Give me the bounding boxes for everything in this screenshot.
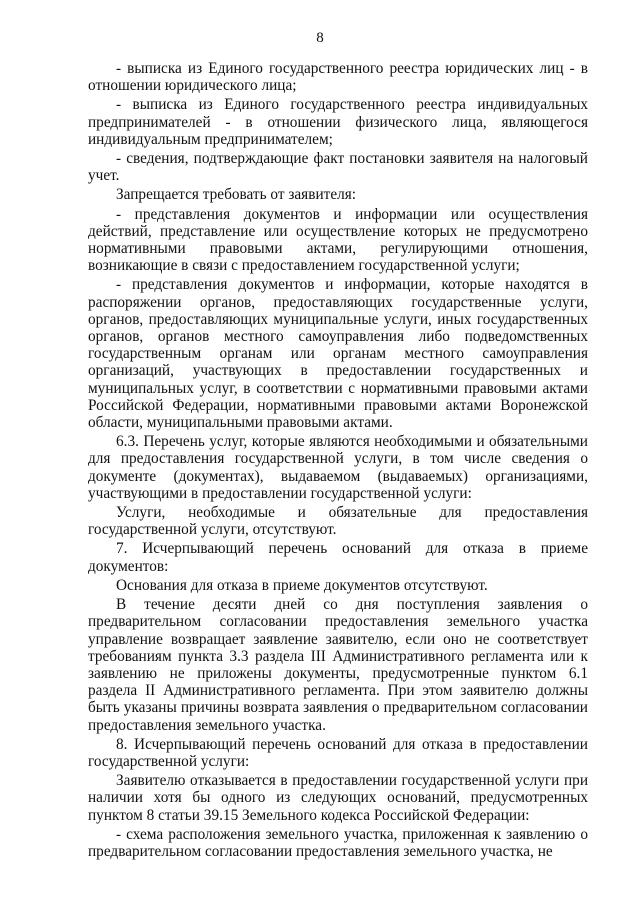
document-body [88,60,588,862]
paragraph-refusal-grounds: Заявителю отказывается в предоставлении государственной услуги при наличии хотя бы одного из следующих оснований, предусмотренных пунктом 8 статьи 39.15 Земельного кодекса Российской Федерации: [88,772,588,824]
paragraph-return-application: В течение десяти дней со дня поступления заявления о предварительном согласовании предоставления земельного участка управление возвращает заявление заявителю, если оно не соответствует требованиям пункта 3.3 раздела III Административного регламента или к заявлению не приложены документы, предусмотренные пунктом 6.1 раздела II Административного регламента. При этом заявителю должны быть указаны причины возврата заявления о предварительном согласовании предоставления земельного участка. [88,596,588,734]
page-number: 8 [316,30,324,46]
paragraph-prohibited-documents: - представления документов и информации, которые находятся в распоряжении органов, предоставляющих государственные услуги, органов, предоставляющих муниципальные услуги, иных государственных органов, органов местного самоуправления либо подведомственных государственным органам или органам местного самоуправления организаций, участвующих в предоставлении государственных и муниципальных услуг, в соответствии с нормативными правовыми актами Российской Федерации, нормативными правовыми актами Воронежской области, муниципальными правовыми актами. [88,276,588,432]
paragraph-prohibited-actions: - представления документов и информации или осуществления действий, представление или осуществление которых не предусмотрено нормативными правовыми актами, регулирующими отношения, возникающие в связи с предоставлением государственной услуги; [88,205,588,275]
paragraph-prohibited-requirements: Запрещается требовать от заявителя: [116,186,357,204]
paragraph-section-6-3: 6.3. Перечень услуг, которые являются необходимыми и обязательными для предоставления государственной услуги, в том числе сведения о документе (документах), выдаваемом (выдаваемых) организациями, участвующими в предоставлении государственной услуги: [88,433,588,502]
paragraph-section-7: 7. Исчерпывающий перечень оснований для отказа в приеме документов: [88,540,588,575]
paragraph-services-absent: Услуги, необходимые и обязательные для предоставления государственной услуги, отсутствуют. [88,504,588,539]
paragraph-section-8: 8. Исчерпывающий перечень оснований для отказа в предоставлении государственной услуги: [88,735,588,770]
paragraph-land-plot-scheme: - схема расположения земельного участка, приложенная к заявлению о предварительном согласовании предоставления земельного участка, не [88,825,588,860]
paragraph-legal-entity-extract: - выписка из Единого государственного реестра юридических лиц - в отношении юридического лица; [88,60,588,95]
paragraph-no-refusal-grounds: Основания для отказа в приеме документов отсутствуют. [116,576,488,594]
paragraph-tax-registration: - сведения, подтверждающие факт постановки заявителя на налоговый учет. [88,150,588,185]
paragraph-entrepreneur-extract: - выписка из Единого государственного реестра индивидуальных предпринимателей - в отношении физического лица, являющегося индивидуальным предпринимателем; [88,96,588,148]
